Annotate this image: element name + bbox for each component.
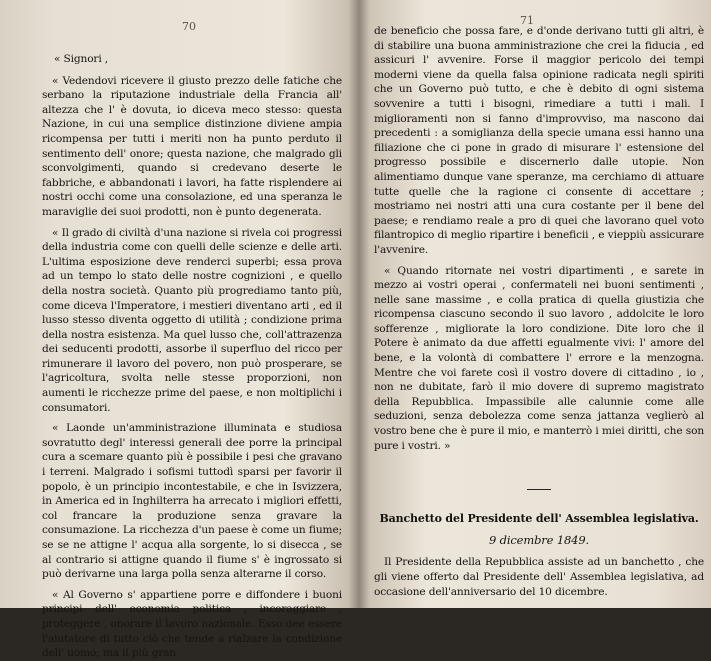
paragraph: « Quando ritornate nei vostri dipartimenti , e sarete in mezzo ai vostri operai , confermateli nei buoni sentimenti , nelle sane massime , e colla pratica di quella giustizia che ricompensa ciascuno secondo il suo lavoro , addolcite le loro sofferenze , migliorate la loro condizione. Dite loro che il Potere è animato da due affetti egualmente vivi: l' amore del bene, e la volontà di combattere l' errore e la menzogna. Mentre che voi farete così il vostro dovere di cittadino , io , non ne dubitate, farò il mio dovere di supremo magistrato della Repubblica. Impassibile alle calunnie come alle seduzioni, senza debolezza come senza jattanza veglierò al vostro bene che è pure il mio, e manterrò i miei diritti, che son pure i vostri. » xyxy=(374,264,704,452)
salutation: « Signori , xyxy=(54,53,109,65)
paragraph-continuation: de beneficio che possa fare, e d'onde derivano tutti gli altri, è di stabilire una buona amministrazione che crei la fiducia , ed assicuri l' avvenire. Forse il maggior pericolo dei tempi moderni viene da quella falsa opinione radicata negli spiriti che un Governo può tutto, e che è debito di ogni sistema sovvenire a tutti i bisogni, rimediare a tutti i mali. I miglioramenti non si fanno d'improvviso, ma nascono dai precedenti : a somiglianza della specie umana essi hanno una filiazione che ci pone in grado di misurare l' estensione del progresso possibile e discernerlo dalle utopie. Non alimentiamo dunque vane speranze, ma cerchiamo di attuare tutte quelle che la ragione ci consente di accettare ; mostriamo nei nostri atti una cura costante per il bene del paese; e rendiamo reale a pro di quei che lavorano quel voto filantropico di meglio ripartire i beneficii , e vieppiù assicurare l'avvenire. xyxy=(374,25,704,256)
left-page xyxy=(0,0,352,660)
paragraph: « Vedendovi ricevere il giusto prezzo delle fatiche che serbano la riputazione industriale della Francia all' altezza che l' è dovuta, io diceva meco stesso: questa Nazione, in cui una semplice distinzione diviene ampia ricompensa per tutti i meriti non ha punto perduto il sentimento dell' onore; questa nazione, che malgrado gli sconvolgimenti, quando si credevano deserte le fabbriche, e abbandonati i lavori, ha fatte risplendere ai nostri occhi come una consolazione, ed una speranza le maraviglie dei suoi prodotti, non è punto degenerata. xyxy=(42,74,342,218)
page-number-left: 70 xyxy=(182,20,196,33)
right-page xyxy=(360,0,711,608)
paragraph: « Il grado di civiltà d'una nazione si rivela coi progressi della industria come con quelli delle scienze e delle arti. L'ultima esposizione deve renderci superbi; essa prova ad un tempo lo stato delle nostre cognizioni , e quello della nostra società. Quanto più progrediamo tanto più, come diceva l'Imperatore, i mestieri diventano arti , ed il lusso stesso diventa oggetto di utilità ; condizione prima della nostra esistenza. Ma quel lusso che, coll'attrazenza dei seducenti prodotti, assorbe il superfluo del ricco per rimunerare il lavoro del povero, non può prosperare, se l'agricoltura, svolta nelle stesse proporzioni, non aumenti le ricchezze prime del paese, e non moltiplichi i consumatori. xyxy=(42,226,342,414)
paragraph: « Al Governo s' appartiene porre e diffondere i buoni principi dell' economia politica , incoraggiare , proteggere , onorare il lavoro nazionale. Esso dee essere l'aiutatore di tutto ciò che tende a rialzare la condizione dell' uomo; ma il più gran xyxy=(42,588,342,660)
paragraph: Il Presidente della Repubblica assiste ad un banchetto , che gli viene offerto dal Presidente dell' Assemblea legislativa, ad occasione dell'anniversario del 10 dicembre. xyxy=(374,556,704,598)
section-date: 9 dicembre 1849. xyxy=(488,532,589,547)
paragraph: « Laonde un'amministrazione illuminata e studiosa sovratutto degl' interessi generali dee porre la principal cura a scemare quanto più è possibile i pesi che gravano i terreni. Malgrado i sofismi tuttodì sparsi per favorir il popolo, è un principio incontestabile, e che in Isvizzera, in America ed in Inghilterra ha arrecato i migliori effetti, col francare la produzione senza gravare la consumazione. La ricchezza d'un paese è come un fiume; se se ne attigne l' acqua alla sorgente, lo si disecca , se al contrario si attigne quando il fiume s' è ingrossato si può derivarne una larga polla senza alterarne il corso. xyxy=(42,422,342,581)
right-page-text xyxy=(374,24,704,599)
section-divider xyxy=(527,489,551,490)
page-number-right: 71 xyxy=(520,14,534,27)
section-heading: Banchetto del Presidente dell' Assemblea legislativa. xyxy=(379,512,699,526)
left-page-text xyxy=(42,52,342,661)
